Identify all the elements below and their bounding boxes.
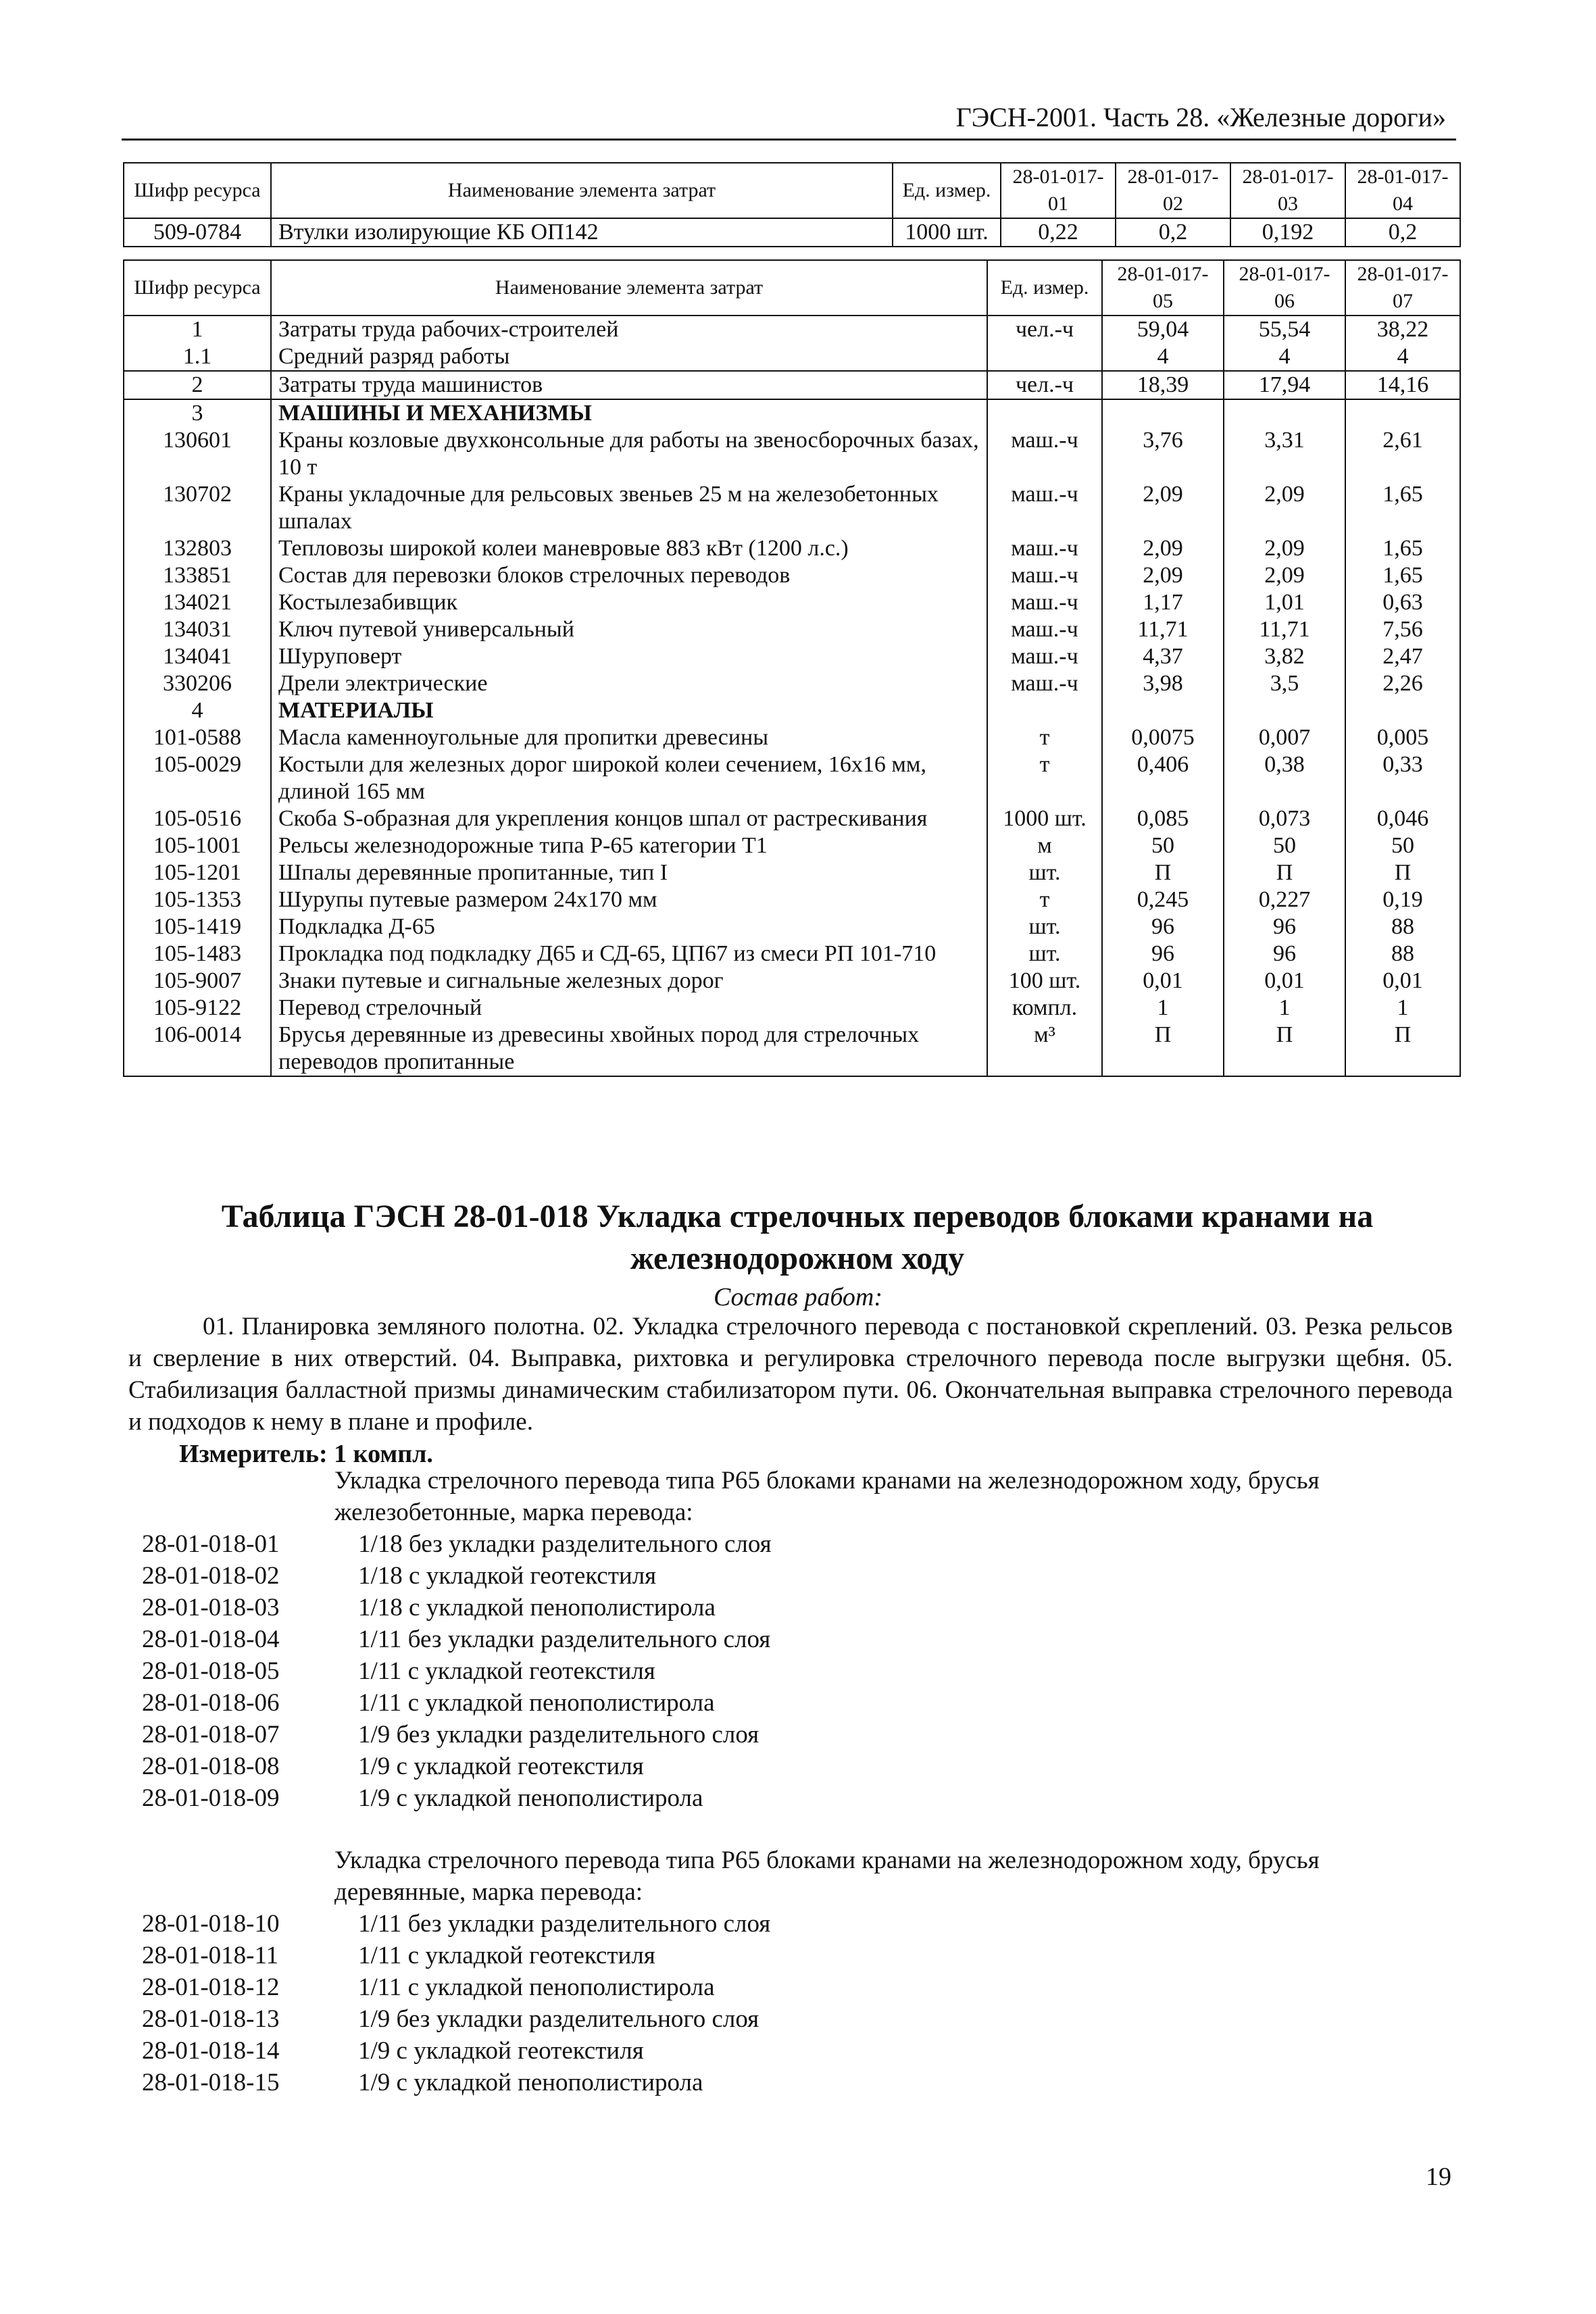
- cell-value: 96: [1224, 940, 1345, 967]
- cell-unit: чел.-ч: [987, 371, 1102, 399]
- variant-code: 28-01-018-03: [142, 1594, 280, 1621]
- cell-name: Средний разряд работы: [271, 343, 987, 371]
- table-row: [124, 805, 1460, 832]
- cell-unit: [987, 399, 1102, 427]
- cell-name: Втулки изолирующие КБ ОП142: [271, 218, 893, 247]
- cell-code: 105-1419: [124, 913, 271, 940]
- cell-code: 105-9007: [124, 967, 271, 995]
- variant-text: 1/9 с укладкой геотекстиля: [358, 2037, 644, 2065]
- cell-code: 105-1353: [124, 886, 271, 913]
- cell-name: МАТЕРИАЛЫ: [271, 697, 987, 724]
- cell-value: 11,71: [1102, 616, 1224, 643]
- header-col: 28-01-017-06: [1224, 260, 1345, 316]
- cell-value: 2,47: [1345, 643, 1460, 670]
- header-col: 28-01-017-03: [1230, 163, 1345, 218]
- header-col: 28-01-017-05: [1102, 260, 1224, 316]
- cell-value: 3,5: [1224, 670, 1345, 697]
- cell-value: 1,65: [1345, 562, 1460, 589]
- list-item: [142, 2003, 770, 2035]
- cell-unit: м³: [987, 1022, 1102, 1076]
- header-col: 28-01-017-04: [1345, 163, 1460, 218]
- variant-text: 1/11 с укладкой пенополистирола: [358, 1689, 715, 1717]
- cell-name: Масла каменноугольные для пропитки древесины: [271, 724, 987, 751]
- cell-value: 18,39: [1102, 371, 1224, 399]
- cell-code: 105-1001: [124, 832, 271, 859]
- table-row: [124, 967, 1460, 995]
- cell-value: 1: [1224, 995, 1345, 1022]
- cell-code: 132803: [124, 535, 271, 562]
- cell-name: Костыли для железных дорог широкой колеи сечением, 16х16 мм, длиной 165 мм: [271, 751, 987, 805]
- cell-value: 4: [1224, 343, 1345, 371]
- cell-name: Тепловозы широкой колеи маневровые 883 кВт (1200 л.с.): [271, 535, 987, 562]
- cell-value: 0,2: [1345, 218, 1460, 247]
- cell-unit: чел.-ч: [987, 316, 1102, 343]
- cell-value: 0,046: [1345, 805, 1460, 832]
- cell-value: [1102, 399, 1224, 427]
- cell-unit: шт.: [987, 940, 1102, 967]
- cell-name: Скоба S-образная для укрепления концов шпал от растрескивания: [271, 805, 987, 832]
- cell-value: 0,01: [1224, 967, 1345, 995]
- variant-code: 28-01-018-06: [142, 1689, 280, 1717]
- cell-unit: 100 шт.: [987, 967, 1102, 995]
- cell-unit: т: [987, 886, 1102, 913]
- cell-value: 1,01: [1224, 589, 1345, 616]
- cell-code: 4: [124, 697, 271, 724]
- cell-value: 1: [1345, 995, 1460, 1022]
- cell-name: Подкладка Д-65: [271, 913, 987, 940]
- cell-value: 7,56: [1345, 616, 1460, 643]
- group-description: Укладка стрелочного перевода типа Р65 блоками кранами на железнодорожном ходу, брусья деревянные, марка перевода:: [334, 1846, 1320, 1906]
- cell-code: 105-1201: [124, 859, 271, 886]
- variant-code: 28-01-018-01: [142, 1530, 280, 1558]
- header-name: Наименование элемента затрат: [271, 163, 893, 218]
- group-description: Укладка стрелочного перевода типа Р65 блоками кранами на железнодорожном ходу, брусья железобетонные, марка перевода:: [334, 1467, 1320, 1526]
- cell-value: 3,76: [1102, 427, 1224, 481]
- cell-value: 50: [1102, 832, 1224, 859]
- cell-code: 106-0014: [124, 1022, 271, 1076]
- cell-value: П: [1224, 859, 1345, 886]
- table-row: [124, 343, 1460, 371]
- cell-name: МАШИНЫ И МЕХАНИЗМЫ: [271, 399, 987, 427]
- cell-code: 105-0516: [124, 805, 271, 832]
- cell-value: [1224, 697, 1345, 724]
- cell-value: 2,09: [1224, 562, 1345, 589]
- cell-value: 3,31: [1224, 427, 1345, 481]
- variant-text: 1/11 с укладкой пенополистирола: [358, 1973, 715, 2001]
- table-row: [124, 670, 1460, 697]
- cell-value: 88: [1345, 940, 1460, 967]
- cell-name: Перевод стрелочный: [271, 995, 987, 1022]
- header-unit: Ед. измер.: [893, 163, 1001, 218]
- header-col: 28-01-017-07: [1345, 260, 1460, 316]
- cell-value: 2,09: [1102, 481, 1224, 535]
- resource-table-1: [123, 162, 1461, 247]
- table-row: [124, 751, 1460, 805]
- cell-unit: маш.-ч: [987, 481, 1102, 535]
- cell-unit: шт.: [987, 913, 1102, 940]
- cell-code: 105-1483: [124, 940, 271, 967]
- variant-text: 1/18 без укладки разделительного слоя: [358, 1530, 772, 1558]
- cell-unit: маш.-ч: [987, 427, 1102, 481]
- cell-value: [1102, 697, 1224, 724]
- table-row: [124, 562, 1460, 589]
- meter: Измеритель: 1 компл.: [179, 1440, 433, 1468]
- cell-name: Знаки путевые и сигнальные железных дорог: [271, 967, 987, 995]
- cell-value: 88: [1345, 913, 1460, 940]
- cell-unit: маш.-ч: [987, 535, 1102, 562]
- header-rule: [122, 139, 1456, 141]
- cell-value: П: [1102, 859, 1224, 886]
- cell-value: 2,26: [1345, 670, 1460, 697]
- cell-code: 134031: [124, 616, 271, 643]
- variant-code: 28-01-018-12: [142, 1973, 280, 2001]
- cell-name: Прокладка под подкладку Д65 и СД-65, ЦП67 из смеси РП 101-710: [271, 940, 987, 967]
- table-row: [124, 995, 1460, 1022]
- list-item: [142, 1940, 770, 1971]
- cell-unit: шт.: [987, 859, 1102, 886]
- cell-unit: маш.-ч: [987, 670, 1102, 697]
- cell-value: П: [1102, 1022, 1224, 1076]
- cell-value: 17,94: [1224, 371, 1345, 399]
- cell-name: Дрели электрические: [271, 670, 987, 697]
- cell-value: 11,71: [1224, 616, 1345, 643]
- table-row: [124, 589, 1460, 616]
- variant-text: 1/11 с укладкой геотекстиля: [358, 1942, 655, 1969]
- cell-code: 105-9122: [124, 995, 271, 1022]
- cell-code: 130601: [124, 427, 271, 481]
- list-item: [142, 1782, 772, 1814]
- cell-code: 1: [124, 316, 271, 343]
- table-row: [124, 427, 1460, 481]
- cell-value: 3,82: [1224, 643, 1345, 670]
- table-row: [124, 1022, 1460, 1076]
- table-row: [124, 371, 1460, 399]
- variant-text: 1/9 без укладки разделительного слоя: [358, 2005, 759, 2033]
- cell-value: 0,073: [1224, 805, 1345, 832]
- cell-unit: 1000 шт.: [893, 218, 1001, 247]
- variant-code: 28-01-018-05: [142, 1657, 280, 1685]
- cell-value: 2,61: [1345, 427, 1460, 481]
- cell-unit: маш.-ч: [987, 616, 1102, 643]
- list-item: [142, 1528, 772, 1560]
- cell-value: [1345, 399, 1460, 427]
- cell-code: 133851: [124, 562, 271, 589]
- cell-value: 0,192: [1230, 218, 1345, 247]
- table-row: [124, 399, 1460, 427]
- section-title: Таблица ГЭСН 28-01-018 Укладка стрелочных переводов блоками кранами на железнодорожном ходу: [221, 1199, 1374, 1276]
- variant-text: 1/9 с укладкой пенополистирола: [358, 1784, 703, 1812]
- cell-name: Затраты труда машинистов: [271, 371, 987, 399]
- table-row: [124, 886, 1460, 913]
- cell-value: 0,007: [1224, 724, 1345, 751]
- variant-text: 1/9 без укладки разделительного слоя: [358, 1721, 759, 1749]
- cell-code: 134041: [124, 643, 271, 670]
- cell-value: 0,22: [1001, 218, 1116, 247]
- cell-code: 509-0784: [124, 218, 271, 247]
- page-number: 19: [1426, 2163, 1451, 2191]
- list-item: [142, 1751, 772, 1782]
- variant-code: 28-01-018-08: [142, 1753, 280, 1780]
- variant-code: 28-01-018-13: [142, 2005, 280, 2033]
- cell-code: 105-0029: [124, 751, 271, 805]
- cell-value: 2,09: [1102, 562, 1224, 589]
- cell-unit: т: [987, 751, 1102, 805]
- cell-unit: маш.-ч: [987, 589, 1102, 616]
- cell-name: Шурупы путевые размером 24х170 мм: [271, 886, 987, 913]
- variant-code: 28-01-018-10: [142, 1910, 280, 1938]
- variant-code: 28-01-018-07: [142, 1721, 280, 1749]
- variant-list: [142, 1528, 772, 1814]
- list-item: [142, 1908, 770, 1940]
- resource-table-2: [123, 259, 1461, 1077]
- variant-text: 1/11 без укладки разделительного слоя: [358, 1910, 771, 1938]
- header-name: Наименование элемента затрат: [271, 260, 987, 316]
- cell-value: 1: [1102, 995, 1224, 1022]
- cell-value: 55,54: [1224, 316, 1345, 343]
- cell-value: 0,085: [1102, 805, 1224, 832]
- cell-value: 0,2: [1116, 218, 1230, 247]
- cell-code: 1.1: [124, 343, 271, 371]
- list-item: [142, 1719, 772, 1751]
- cell-value: 0,33: [1345, 751, 1460, 805]
- cell-value: 1,65: [1345, 481, 1460, 535]
- cell-value: 96: [1224, 913, 1345, 940]
- variant-text: 1/18 с укладкой геотекстиля: [358, 1562, 657, 1590]
- list-item: [142, 1624, 772, 1655]
- cell-value: 0,19: [1345, 886, 1460, 913]
- cell-value: 50: [1224, 832, 1345, 859]
- variant-code: 28-01-018-11: [142, 1942, 279, 1969]
- cell-name: Ключ путевой универсальный: [271, 616, 987, 643]
- cell-value: П: [1345, 1022, 1460, 1076]
- table-row: [124, 859, 1460, 886]
- cell-value: 4: [1345, 343, 1460, 371]
- header-col: 28-01-017-02: [1116, 163, 1230, 218]
- cell-value: 4: [1102, 343, 1224, 371]
- cell-name: Краны укладочные для рельсовых звеньев 25 м на железобетонных шпалах: [271, 481, 987, 535]
- cell-unit: маш.-ч: [987, 643, 1102, 670]
- table-row: [124, 218, 1460, 247]
- table-row: [124, 616, 1460, 643]
- cell-name: Брусья деревянные из древесины хвойных пород для стрелочных переводов пропитанные: [271, 1022, 987, 1076]
- cell-value: 96: [1102, 940, 1224, 967]
- cell-value: 1,65: [1345, 535, 1460, 562]
- cell-value: [1224, 399, 1345, 427]
- cell-value: 50: [1345, 832, 1460, 859]
- cell-unit: 1000 шт.: [987, 805, 1102, 832]
- cell-unit: компл.: [987, 995, 1102, 1022]
- header-code: Шифр ресурса: [124, 163, 271, 218]
- cell-value: 0,01: [1345, 967, 1460, 995]
- cell-code: 101-0588: [124, 724, 271, 751]
- table-row: [124, 940, 1460, 967]
- cell-value: 0,406: [1102, 751, 1224, 805]
- composition-text: 01. Планировка земляного полотна. 02. Укладка стрелочного перевода с постановкой скреплений. 03. Резка рельсов и сверление в них отверстий. 04. Выправка, рихтовка и регулировка стрелочного перевода после выгрузки щебня. 05. Стабилизация балластной призмы динамическим стабилизатором пути. 06. Окончательная выправка стрелочного перевода и подходов к нему в плане и профиле.: [128, 1313, 1453, 1436]
- composition-heading: Состав работ:: [713, 1283, 883, 1311]
- cell-name: Затраты труда рабочих-строителей: [271, 316, 987, 343]
- table-row: [124, 316, 1460, 343]
- table-row: [124, 913, 1460, 940]
- table-row: [124, 643, 1460, 670]
- cell-value: 59,04: [1102, 316, 1224, 343]
- cell-value: П: [1345, 859, 1460, 886]
- cell-name: Рельсы железнодорожные типа Р-65 категории Т1: [271, 832, 987, 859]
- cell-unit: [987, 697, 1102, 724]
- variant-text: 1/18 с укладкой пенополистирола: [358, 1594, 716, 1621]
- variant-code: 28-01-018-02: [142, 1562, 280, 1590]
- cell-name: Костылезабивщик: [271, 589, 987, 616]
- variant-code: 28-01-018-09: [142, 1784, 280, 1812]
- cell-value: 38,22: [1345, 316, 1460, 343]
- cell-value: 0,38: [1224, 751, 1345, 805]
- cell-value: 96: [1102, 913, 1224, 940]
- cell-value: 0,005: [1345, 724, 1460, 751]
- cell-unit: т: [987, 724, 1102, 751]
- variant-code: 28-01-018-04: [142, 1626, 280, 1653]
- table-row: [124, 697, 1460, 724]
- cell-value: 14,16: [1345, 371, 1460, 399]
- cell-code: 2: [124, 371, 271, 399]
- cell-value: 1,17: [1102, 589, 1224, 616]
- cell-value: 2,09: [1224, 535, 1345, 562]
- cell-value: 2,09: [1224, 481, 1345, 535]
- header-col: 28-01-017-01: [1001, 163, 1116, 218]
- variant-text: 1/11 с укладкой геотекстиля: [358, 1657, 655, 1685]
- cell-value: 0,01: [1102, 967, 1224, 995]
- variant-text: 1/9 с укладкой пенополистирола: [358, 2069, 703, 2096]
- list-item: [142, 1655, 772, 1687]
- table-row: [124, 535, 1460, 562]
- variant-code: 28-01-018-15: [142, 2069, 280, 2096]
- list-item: [142, 2067, 770, 2098]
- variant-text: 1/11 без укладки разделительного слоя: [358, 1626, 771, 1653]
- list-item: [142, 1687, 772, 1719]
- variant-list: [142, 1908, 770, 2098]
- cell-value: П: [1224, 1022, 1345, 1076]
- cell-name: Состав для перевозки блоков стрелочных переводов: [271, 562, 987, 589]
- header-unit: Ед. измер.: [987, 260, 1102, 316]
- list-item: [142, 1971, 770, 2003]
- cell-value: 0,63: [1345, 589, 1460, 616]
- running-header: ГЭСН-2001. Часть 28. «Железные дороги»: [955, 102, 1446, 132]
- variant-text: 1/9 с укладкой геотекстиля: [358, 1753, 644, 1780]
- list-item: [142, 2035, 770, 2067]
- table-row: [124, 481, 1460, 535]
- cell-name: Шуруповерт: [271, 643, 987, 670]
- cell-unit: м: [987, 832, 1102, 859]
- cell-value: 2,09: [1102, 535, 1224, 562]
- list-item: [142, 1560, 772, 1592]
- cell-value: 3,98: [1102, 670, 1224, 697]
- cell-code: 330206: [124, 670, 271, 697]
- cell-name: Шпалы деревянные пропитанные, тип I: [271, 859, 987, 886]
- cell-value: [1345, 697, 1460, 724]
- table-row: [124, 832, 1460, 859]
- cell-value: 0,245: [1102, 886, 1224, 913]
- cell-value: 0,0075: [1102, 724, 1224, 751]
- header-code: Шифр ресурса: [124, 260, 271, 316]
- cell-name: Краны козловые двухконсольные для работы на звеносборочных базах, 10 т: [271, 427, 987, 481]
- cell-unit: маш.-ч: [987, 562, 1102, 589]
- table-row: [124, 724, 1460, 751]
- cell-code: 130702: [124, 481, 271, 535]
- variant-code: 28-01-018-14: [142, 2037, 280, 2065]
- cell-code: 3: [124, 399, 271, 427]
- cell-value: 0,227: [1224, 886, 1345, 913]
- list-item: [142, 1592, 772, 1624]
- cell-value: 4,37: [1102, 643, 1224, 670]
- cell-unit: [987, 343, 1102, 371]
- cell-code: 134021: [124, 589, 271, 616]
